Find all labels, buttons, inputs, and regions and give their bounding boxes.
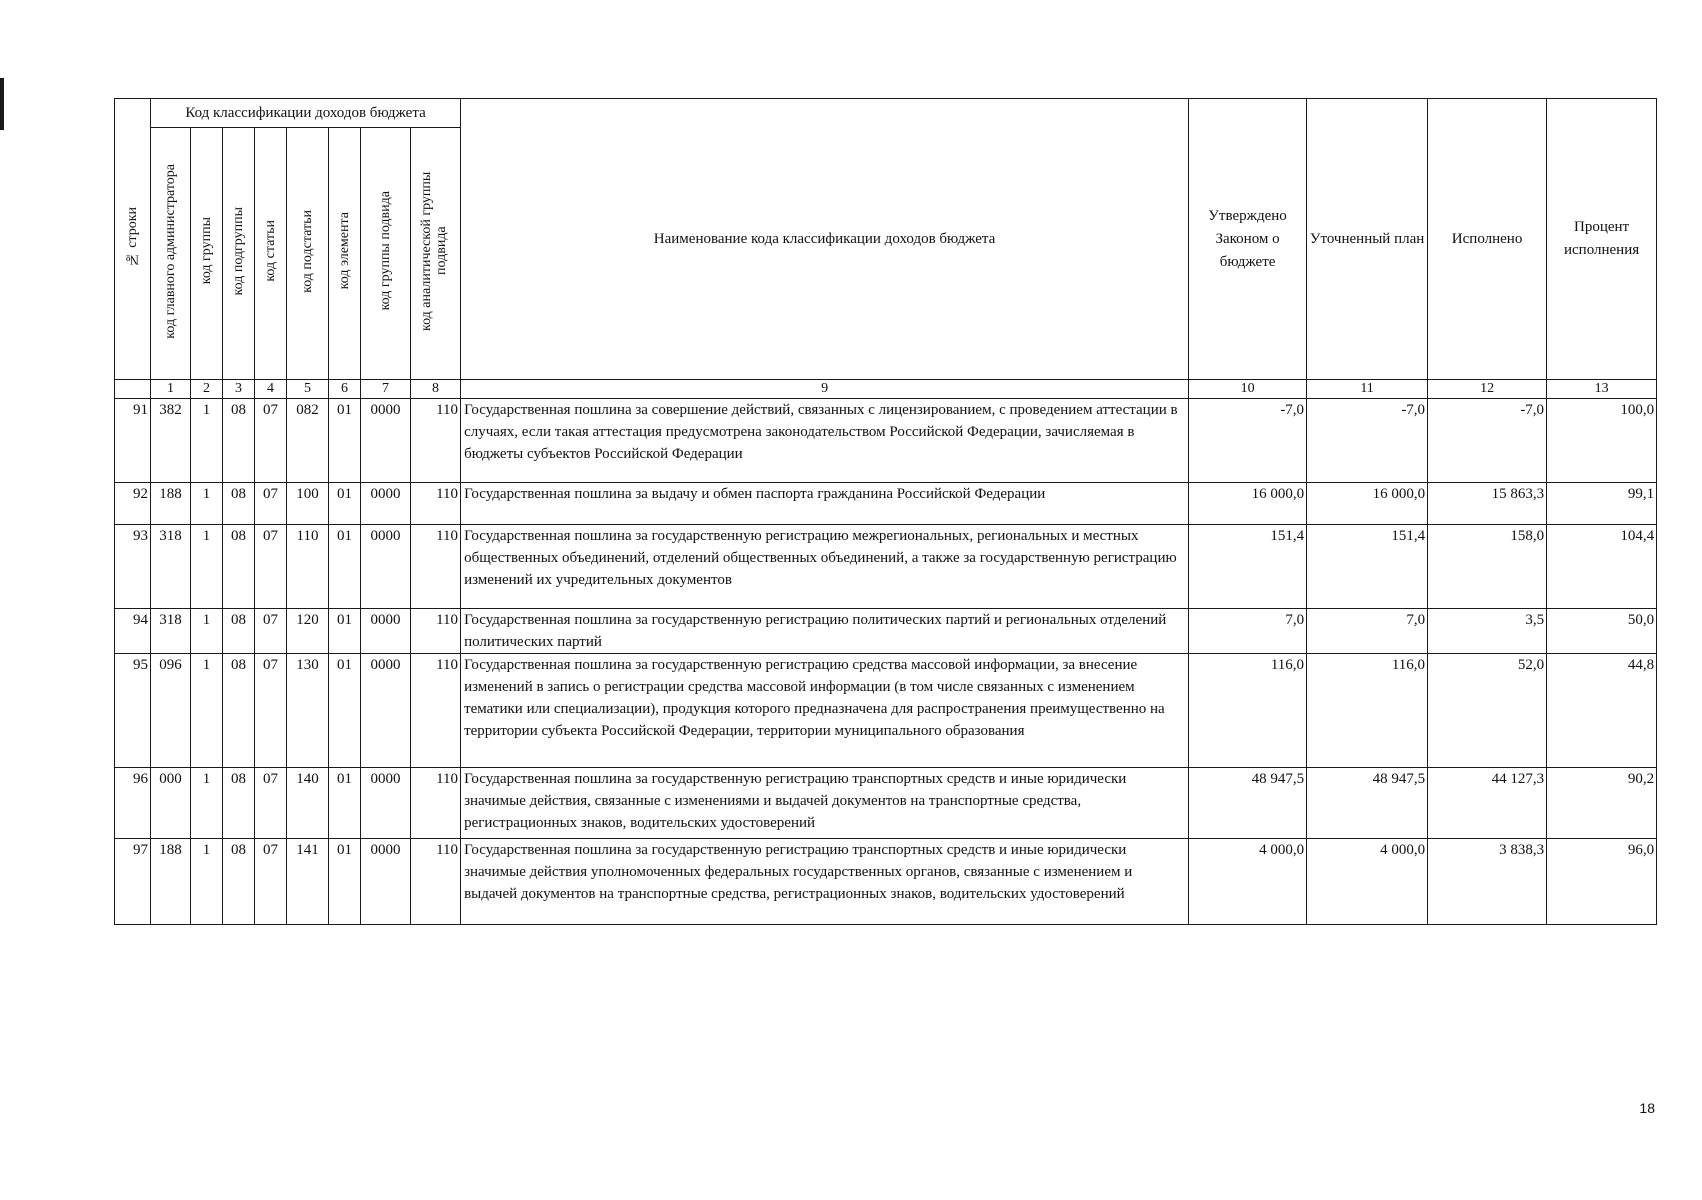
name-header: Наименование кода классификации доходов бюджета	[461, 99, 1189, 380]
subgroup-code: 08	[223, 654, 255, 768]
group-code: 1	[191, 525, 223, 609]
approved-header: Утверждено Законом о бюджете	[1189, 99, 1307, 380]
table-row	[115, 483, 1657, 525]
column-number: 10	[1189, 380, 1307, 399]
article-code: 07	[255, 483, 287, 525]
article-code: 07	[255, 839, 287, 925]
element-code: 01	[329, 609, 361, 654]
table-row	[115, 525, 1657, 609]
column-number: 2	[191, 380, 223, 399]
refined-plan-value: 16 000,0	[1307, 483, 1428, 525]
column-number-row	[115, 380, 1657, 399]
element-code-header: код элемента	[329, 128, 361, 380]
column-number: 12	[1428, 380, 1547, 399]
table-body	[115, 399, 1657, 925]
row-number: 96	[115, 768, 151, 839]
percent-value: 104,4	[1547, 525, 1657, 609]
refined-plan-header: Уточненный план	[1307, 99, 1428, 380]
subgroup-code: 08	[223, 525, 255, 609]
table-row	[115, 839, 1657, 925]
revenue-name: Государственная пошлина за государственную регистрацию межрегиональных, региональных и местных общественных объединений, отделений общественных объединений, а также за государственную регистрацию изменений их учредительных документов	[461, 525, 1189, 609]
column-number: 6	[329, 380, 361, 399]
refined-plan-value: 151,4	[1307, 525, 1428, 609]
row-number: 94	[115, 609, 151, 654]
executed-value: 3,5	[1428, 609, 1547, 654]
classification-code-header: Код классификации доходов бюджета	[151, 99, 461, 128]
analytic-group-code: 110	[411, 654, 461, 768]
subgroup-code: 08	[223, 768, 255, 839]
admin-code: 000	[151, 768, 191, 839]
column-number: 3	[223, 380, 255, 399]
refined-plan-value: 48 947,5	[1307, 768, 1428, 839]
subarticle-code: 110	[287, 525, 329, 609]
analytic-group-code: 110	[411, 839, 461, 925]
executed-value: 44 127,3	[1428, 768, 1547, 839]
executed-value: 15 863,3	[1428, 483, 1547, 525]
subarticle-code: 120	[287, 609, 329, 654]
group-code-header: код группы	[191, 128, 223, 380]
executed-value: -7,0	[1428, 399, 1547, 483]
article-code: 07	[255, 654, 287, 768]
element-code: 01	[329, 525, 361, 609]
column-number	[115, 380, 151, 399]
subgroup-code: 08	[223, 483, 255, 525]
group-code: 1	[191, 839, 223, 925]
table-row	[115, 399, 1657, 483]
revenue-name: Государственная пошлина за государственную регистрацию политических партий и региональных отделений политических партий	[461, 609, 1189, 654]
page-number: 18	[1639, 1100, 1655, 1116]
analytic-group-code: 110	[411, 399, 461, 483]
admin-code: 318	[151, 609, 191, 654]
scan-edge-mark	[0, 78, 4, 130]
analytic-group-code-header: код аналитической группы подвида	[411, 128, 461, 380]
analytic-group-code: 110	[411, 483, 461, 525]
row-number: 93	[115, 525, 151, 609]
column-number: 9	[461, 380, 1189, 399]
row-number: 91	[115, 399, 151, 483]
analytic-group-code: 110	[411, 525, 461, 609]
approved-value: 16 000,0	[1189, 483, 1307, 525]
subgroup-code: 08	[223, 839, 255, 925]
column-number: 5	[287, 380, 329, 399]
subarticle-code: 130	[287, 654, 329, 768]
column-number: 13	[1547, 380, 1657, 399]
revenue-name: Государственная пошлина за государственную регистрацию транспортных средств и иные юридически значимые действия, связанные с изменениями и выдачей документов на транспортные средства, регистрационных знаков, водительских удостоверений	[461, 768, 1189, 839]
subtype-group-code: 0000	[361, 768, 411, 839]
element-code: 01	[329, 839, 361, 925]
article-code: 07	[255, 525, 287, 609]
approved-value: 48 947,5	[1189, 768, 1307, 839]
table-row	[115, 768, 1657, 839]
table-row	[115, 609, 1657, 654]
article-code: 07	[255, 768, 287, 839]
approved-value: 151,4	[1189, 525, 1307, 609]
percent-value: 99,1	[1547, 483, 1657, 525]
article-code-header: код статьи	[255, 128, 287, 380]
subarticle-code-header: код подстатьи	[287, 128, 329, 380]
row-number: 97	[115, 839, 151, 925]
subtype-group-code: 0000	[361, 525, 411, 609]
row-number: 95	[115, 654, 151, 768]
subarticle-code: 082	[287, 399, 329, 483]
executed-header: Исполнено	[1428, 99, 1547, 380]
group-code: 1	[191, 399, 223, 483]
admin-code: 188	[151, 483, 191, 525]
budget-revenue-table	[114, 98, 1657, 925]
percent-value: 96,0	[1547, 839, 1657, 925]
admin-code: 096	[151, 654, 191, 768]
subtype-group-code: 0000	[361, 609, 411, 654]
refined-plan-value: 116,0	[1307, 654, 1428, 768]
column-number: 1	[151, 380, 191, 399]
element-code: 01	[329, 654, 361, 768]
revenue-name: Государственная пошлина за совершение действий, связанных с лицензированием, с проведением аттестации в случаях, если такая аттестация предусмотрена законодательством Российской Федерации, зачисляемая в бюджеты субъектов Российской Федерации	[461, 399, 1189, 483]
column-number: 7	[361, 380, 411, 399]
refined-plan-value: -7,0	[1307, 399, 1428, 483]
refined-plan-value: 4 000,0	[1307, 839, 1428, 925]
approved-value: 7,0	[1189, 609, 1307, 654]
article-code: 07	[255, 609, 287, 654]
column-number: 8	[411, 380, 461, 399]
percent-header: Процент исполнения	[1547, 99, 1657, 380]
percent-value: 100,0	[1547, 399, 1657, 483]
admin-code: 318	[151, 525, 191, 609]
row-number-header: № строки	[115, 99, 151, 380]
article-code: 07	[255, 399, 287, 483]
subtype-group-code: 0000	[361, 839, 411, 925]
subgroup-code: 08	[223, 399, 255, 483]
subtype-group-code: 0000	[361, 654, 411, 768]
subgroup-code-header: код подгруппы	[223, 128, 255, 380]
subarticle-code: 141	[287, 839, 329, 925]
group-code: 1	[191, 609, 223, 654]
percent-value: 50,0	[1547, 609, 1657, 654]
percent-value: 44,8	[1547, 654, 1657, 768]
group-code: 1	[191, 654, 223, 768]
subarticle-code: 100	[287, 483, 329, 525]
row-number: 92	[115, 483, 151, 525]
analytic-group-code: 110	[411, 768, 461, 839]
analytic-group-code: 110	[411, 609, 461, 654]
admin-code: 188	[151, 839, 191, 925]
revenue-name: Государственная пошлина за выдачу и обмен паспорта гражданина Российской Федерации	[461, 483, 1189, 525]
column-number: 11	[1307, 380, 1428, 399]
executed-value: 3 838,3	[1428, 839, 1547, 925]
element-code: 01	[329, 399, 361, 483]
admin-code-header: код главного администратора	[151, 128, 191, 380]
executed-value: 52,0	[1428, 654, 1547, 768]
approved-value: -7,0	[1189, 399, 1307, 483]
revenue-name: Государственная пошлина за государственную регистрацию транспортных средств и иные юридически значимые действия уполномоченных федеральных государственных органов, связанные с изменением и выдачей документов на транспортные средства, регистрационных знаков, водительских удостоверений	[461, 839, 1189, 925]
group-code: 1	[191, 768, 223, 839]
percent-value: 90,2	[1547, 768, 1657, 839]
element-code: 01	[329, 483, 361, 525]
executed-value: 158,0	[1428, 525, 1547, 609]
admin-code: 382	[151, 399, 191, 483]
subarticle-code: 140	[287, 768, 329, 839]
subgroup-code: 08	[223, 609, 255, 654]
revenue-name: Государственная пошлина за государственную регистрацию средства массовой информации, за внесение изменений в запись о регистрации средства массовой информации (в том числе связанных с изменением тематики или специализации), продукция которого предназначена для распространения преимущественно на территории субъекта Российской Федерации, территории муниципального образования	[461, 654, 1189, 768]
subtype-group-code: 0000	[361, 483, 411, 525]
element-code: 01	[329, 768, 361, 839]
subtype-group-code: 0000	[361, 399, 411, 483]
refined-plan-value: 7,0	[1307, 609, 1428, 654]
column-number: 4	[255, 380, 287, 399]
approved-value: 4 000,0	[1189, 839, 1307, 925]
subtype-group-code-header: код группы подвида	[361, 128, 411, 380]
approved-value: 116,0	[1189, 654, 1307, 768]
table-row	[115, 654, 1657, 768]
group-code: 1	[191, 483, 223, 525]
